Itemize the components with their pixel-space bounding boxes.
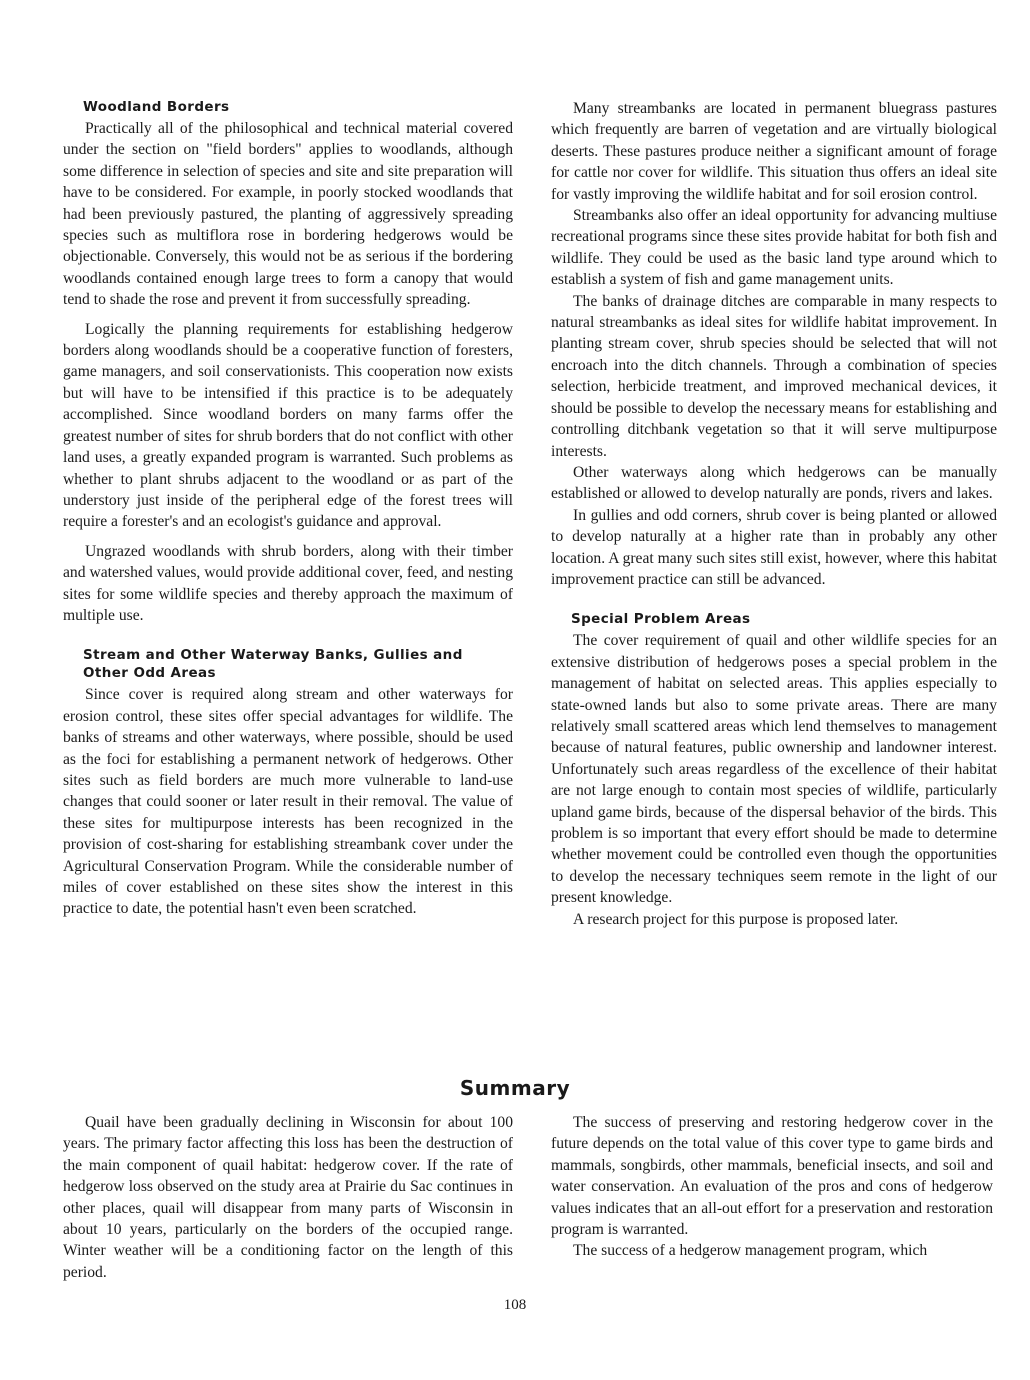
summary-paragraph-1: Quail have been gradually declining in Wisconsin for about 100 years. The primary factor affecting this loss has been the destruction of the main component of quail habitat: hedgerow cover. If the rate of hedgerow loss observed on the study area at Prairie du Sac continues in other places, quail will disappear from many parts of Wisconsin in about 10 years, particularly on the borders of the occupied range. Winter weather will be a conditioning factor on the length of this period. xyxy=(63,1114,513,1281)
summary-left-column xyxy=(63,1112,513,1291)
stream-paragraph-1: Since cover is required along stream and other waterways for erosion control, these sites offer special advantages for wildlife. The banks of streams and other waterways, where possible, should be used as the foci for establishing a permanent network of hedgerows. Other sites such as field borders are much more vulnerable to land-use changes that could sooner or later result in their removal. The value of these sites for multipurpose interests has been recognized in the provision of cost-sharing for establishing streambank cover under the Agricultural Conservation Program. While the considerable number of miles of cover established on these sites show the interest in this practice to date, the potential hasn't even been scratched. xyxy=(63,686,513,918)
special-paragraph-1: The cover requirement of quail and other wildlife species for an extensive distribution of hedgerows poses a special problem in the management of habitat on selected areas. This applies especially to state-owned lands but also to some private areas. There are many relatively small scattered areas which lend themselves to management because of natural features, public ownership and landowner interest. Unfortunately such areas regardless of the excellence of their habitat are not large enough to contain most species of wildlife, particularly upland game birds, because of the dispersal behavior of the birds. This problem is so important that every effort should be made to determine whether movement could be controlled even though the opportunities to develop the necessary techniques seem remote in the light of our present knowledge. xyxy=(551,632,997,907)
left-column xyxy=(63,98,513,928)
summary-heading: Summary xyxy=(459,1076,571,1100)
stream-paragraph-5: Other waterways along which hedgerows can be manually established or allowed to develop naturally are ponds, rivers and lakes. xyxy=(551,463,997,503)
stream-paragraph-6: In gullies and odd corners, shrub cover is being planted or allowed to develop naturally at a higher rate than in probably any other location. A great many such sites still exist, however, where this habitat improvement practice can still be advanced. xyxy=(551,506,997,588)
summary-paragraph-3: The success of a hedgerow management program, which xyxy=(573,1242,928,1260)
woodland-paragraph-1: Practically all of the philosophical and technical material covered under the section on "field borders" applies to woodlands, although some difference in selection of species and site and site preparation will have to be considered. For example, in poorly stocked woodlands that had been previously pastured, the planting of aggressively spreading species such as multiflora rose in bordering hedgerows would be objectionable. Conversely, this would not be as serious if the bordering woodlands contained enough large trees to form a canopy that would tend to shade the rose and prevent it from successfully spreading. xyxy=(63,120,513,309)
stream-paragraph-3: Streambanks also offer an ideal opportunity for advancing multiuse recreational programs since these sites provide habitat for both fish and wildlife. They could be used as the basic land type around which to establish a system of fish and game management units. xyxy=(551,207,997,289)
stream-paragraph-4: The banks of drainage ditches are comparable in many respects to natural streambanks as ideal sites for wildlife habitat improvement. In planting stream cover, shrub species should be selected that will not encroach into the ditch channels. Through a combination of species selection, herbicide treatment, and improved mechanical devices, it should be possible to develop the necessary means for establishing and controlling ditchbank vegetation so that it will serve multipurpose interests. xyxy=(551,292,997,460)
special-paragraph-2: A research project for this purpose is proposed later. xyxy=(573,910,899,928)
summary-right-column xyxy=(551,1112,993,1262)
stream-banks-heading: Stream and Other Waterway Banks, Gullies and Other Odd Areas xyxy=(83,647,463,682)
woodland-paragraph-3: Ungrazed woodlands with shrub borders, along with their timber and watershed values, would provide additional cover, feed, and nesting sites for some wildlife species and thereby approach the maximum of multiple use. xyxy=(63,542,513,624)
woodland-borders-heading: Woodland Borders xyxy=(83,99,230,115)
woodland-paragraph-2: Logically the planning requirements for establishing hedgerow borders along woodlands should be a cooperative function of foresters, game managers, and soil conservationists. This cooperation now exists but will have to be intensified if this practice is to be adequately accomplished. Since woodland borders on many farms offer the greatest number of sites for shrub borders that do not conflict with other land uses, a greatly expanded program is warranted. Such problems as whether to plant shrubs adjacent to the woodland or as part of the understory just inside of the peripheral edge of the forest trees will require a forester's and an ecologist's guidance and approval. xyxy=(63,320,513,531)
right-column xyxy=(551,98,997,930)
page-number: 108 xyxy=(503,1297,527,1313)
stream-paragraph-2: Many streambanks are located in permanent bluegrass pastures which frequently are barren of vegetation and are virtually biological deserts. These pastures produce neither a significant amount of forage for cattle nor cover for wildlife. This situation thus offers an ideal site for vastly improving the wildlife habitat and for soil erosion control. xyxy=(551,100,997,203)
summary-paragraph-2: The success of preserving and restoring hedgerow cover in the future depends on the total value of this cover type to game birds and mammals, songbirds, other mammals, beneficial insects, and soil and water conservation. An evaluation of the pros and cons of hedgerow values indicates that an all-out effort for a preservation and restoration program is warranted. xyxy=(551,1114,993,1239)
special-problem-areas-heading: Special Problem Areas xyxy=(571,611,751,628)
